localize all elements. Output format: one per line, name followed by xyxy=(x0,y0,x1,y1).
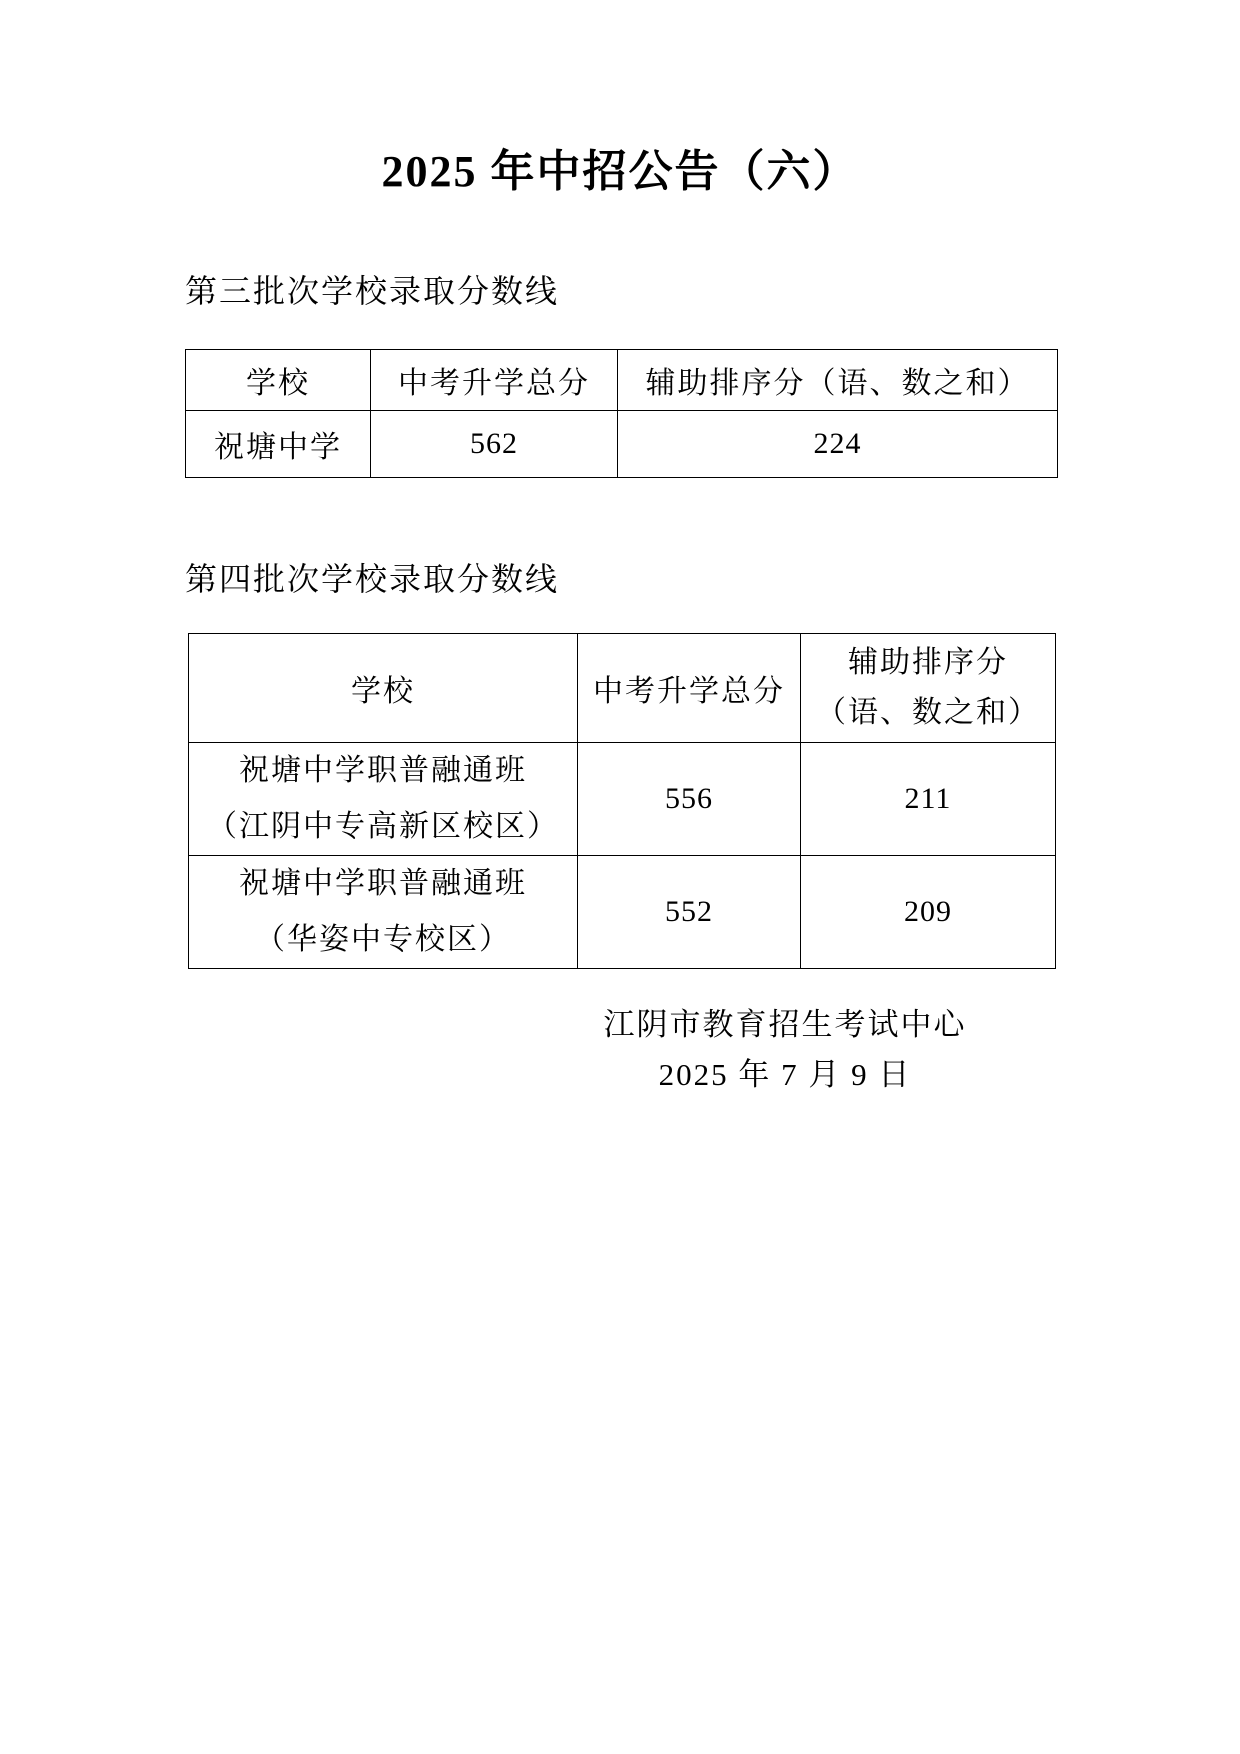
aux-header-line2: （语、数之和） xyxy=(816,696,1040,729)
cell-school-name xyxy=(189,743,578,856)
school-name-line2: （江阴中专高新区校区） xyxy=(207,810,559,843)
table-header-row xyxy=(189,634,1056,743)
cell-total-score: 556 xyxy=(578,743,801,856)
school-name-line2: （华姿中专校区） xyxy=(255,923,511,956)
cell-aux-score: 211 xyxy=(801,743,1056,856)
cell-aux-score: 209 xyxy=(801,856,1056,969)
issuing-organization: 江阴市教育招生考试中心 xyxy=(603,1007,967,1042)
issue-date: 2025 年 7 月 9 日 xyxy=(658,1057,912,1092)
aux-header-text xyxy=(816,638,1040,738)
cell-school-name: 祝塘中学 xyxy=(186,411,371,478)
section-heading-batch4: 第四批次学校录取分数线 xyxy=(185,561,560,597)
score-table-batch4 xyxy=(188,633,1056,969)
signature-block xyxy=(560,1000,1010,1100)
column-header-school: 学校 xyxy=(189,634,578,743)
school-name-text xyxy=(207,743,559,855)
school-name-line1: 祝塘中学职普融通班 xyxy=(239,754,527,787)
school-name-text xyxy=(239,856,527,968)
column-header-school: 学校 xyxy=(186,350,371,411)
aux-header-line1: 辅助排序分 xyxy=(848,646,1008,679)
cell-total-score: 562 xyxy=(371,411,618,478)
school-name-line1: 祝塘中学职普融通班 xyxy=(239,867,527,900)
cell-total-score: 552 xyxy=(578,856,801,969)
document-title: 2025 年中招公告（六） xyxy=(381,147,859,196)
table-row xyxy=(189,743,1056,856)
column-header-total-score: 中考升学总分 xyxy=(371,350,618,411)
cell-school-name xyxy=(189,856,578,969)
column-header-aux-score xyxy=(801,634,1056,743)
table-header-row xyxy=(186,350,1058,411)
table-row xyxy=(186,411,1058,478)
table-row xyxy=(189,856,1056,969)
score-table-batch3 xyxy=(185,349,1058,478)
section-heading-batch3: 第三批次学校录取分数线 xyxy=(185,273,560,309)
cell-aux-score: 224 xyxy=(618,411,1058,478)
column-header-total-score: 中考升学总分 xyxy=(578,634,801,743)
column-header-aux-score: 辅助排序分（语、数之和） xyxy=(618,350,1058,411)
